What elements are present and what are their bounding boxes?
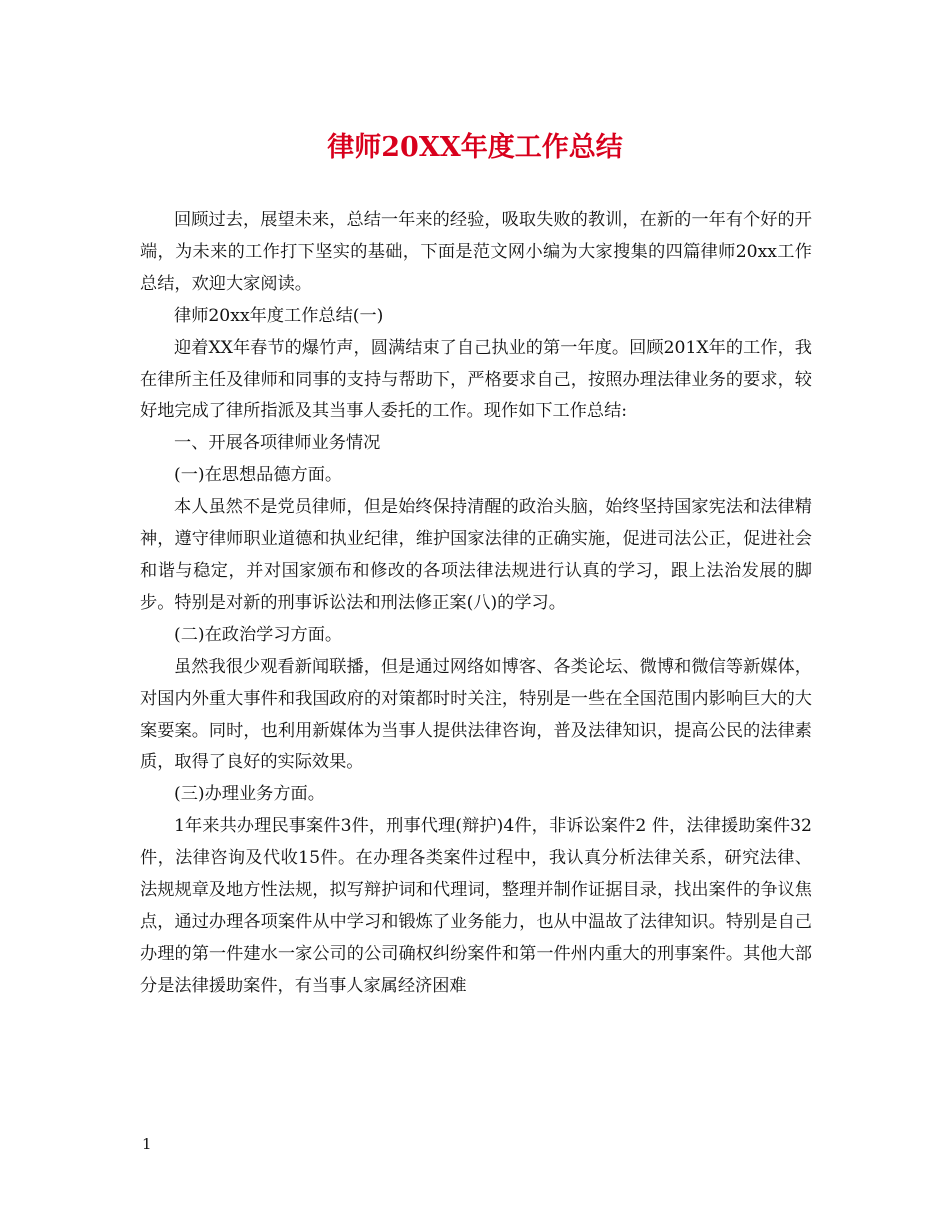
paragraph: 本人虽然不是党员律师，但是始终保持清醒的政治头脑，始终坚持国家宪法和法律精神，遵守律师职业道德和执业纪律，维护国家法律的正确实施，促进司法公正，促进社会和谐与稳定，并对国家颁布和修改的各项法律法规进行认真的学习，跟上法治发展的脚步。特别是对新的刑事诉讼法和刑法修正案(八)的学习。	[140, 497, 812, 613]
paragraph: 虽然我很少观看新闻联播，但是通过网络如博客、各类论坛、微博和微信等新媒体，对国内外重大事件和我国政府的对策都时时关注，特别是一些在全国范围内影响巨大的大案要案。同时，也利用新媒体为当事人提供法律咨询，普及法律知识，提高公民的法律素质，取得了良好的实际效果。	[140, 656, 812, 773]
document-body	[140, 205, 812, 1003]
document-title: 律师20XX年度工作总结	[327, 132, 623, 163]
subsection-heading: (三)办理业务方面。	[174, 784, 325, 805]
subsection-heading: (二)在政治学习方面。	[174, 624, 343, 645]
section-heading: 一、开展各项律师业务情况	[174, 433, 381, 454]
paragraph: 迎着XX年春节的爆竹声，圆满结束了自己执业的第一年度。回顾201X年的工作，我在律所主任及律师和同事的支持与帮助下，严格要求自己，按照办理法律业务的要求，较好地完成了律所指派及其当事人委托的工作。现作如下工作总结:	[140, 337, 812, 422]
subsection-heading: (一)在思想品德方面。	[174, 465, 343, 486]
page-number: 1	[142, 1135, 152, 1153]
section-heading: 律师20xx年度工作总结(一)	[174, 305, 384, 326]
paragraph: 1年来共办理民事案件3件，刑事代理(辩护)4件，非诉讼案件2 件，法律援助案件32 件，法律咨询及代收15件。在办理各类案件过程中，我认真分析法律关系，研究法律、法规规章及地方性法规，拟写辩护词和代理词，整理并制作证据目录，找出案件的争议焦点，通过办理各项案件从中学习和锻炼了业务能力，也从中温故了法律知识。特别是自己办理的第一件建水一家公司的公司确权纠纷案件和第一件州内重大的刑事案件。其他大部分是法律援助案件，有当事人家属经济困难	[140, 816, 812, 996]
paragraph: 回顾过去，展望未来，总结一年来的经验，吸取失败的教训，在新的一年有个好的开端，为未来的工作打下坚实的基础，下面是范文网小编为大家搜集的四篇律师20xx工作总结，欢迎大家阅读。	[140, 210, 812, 294]
